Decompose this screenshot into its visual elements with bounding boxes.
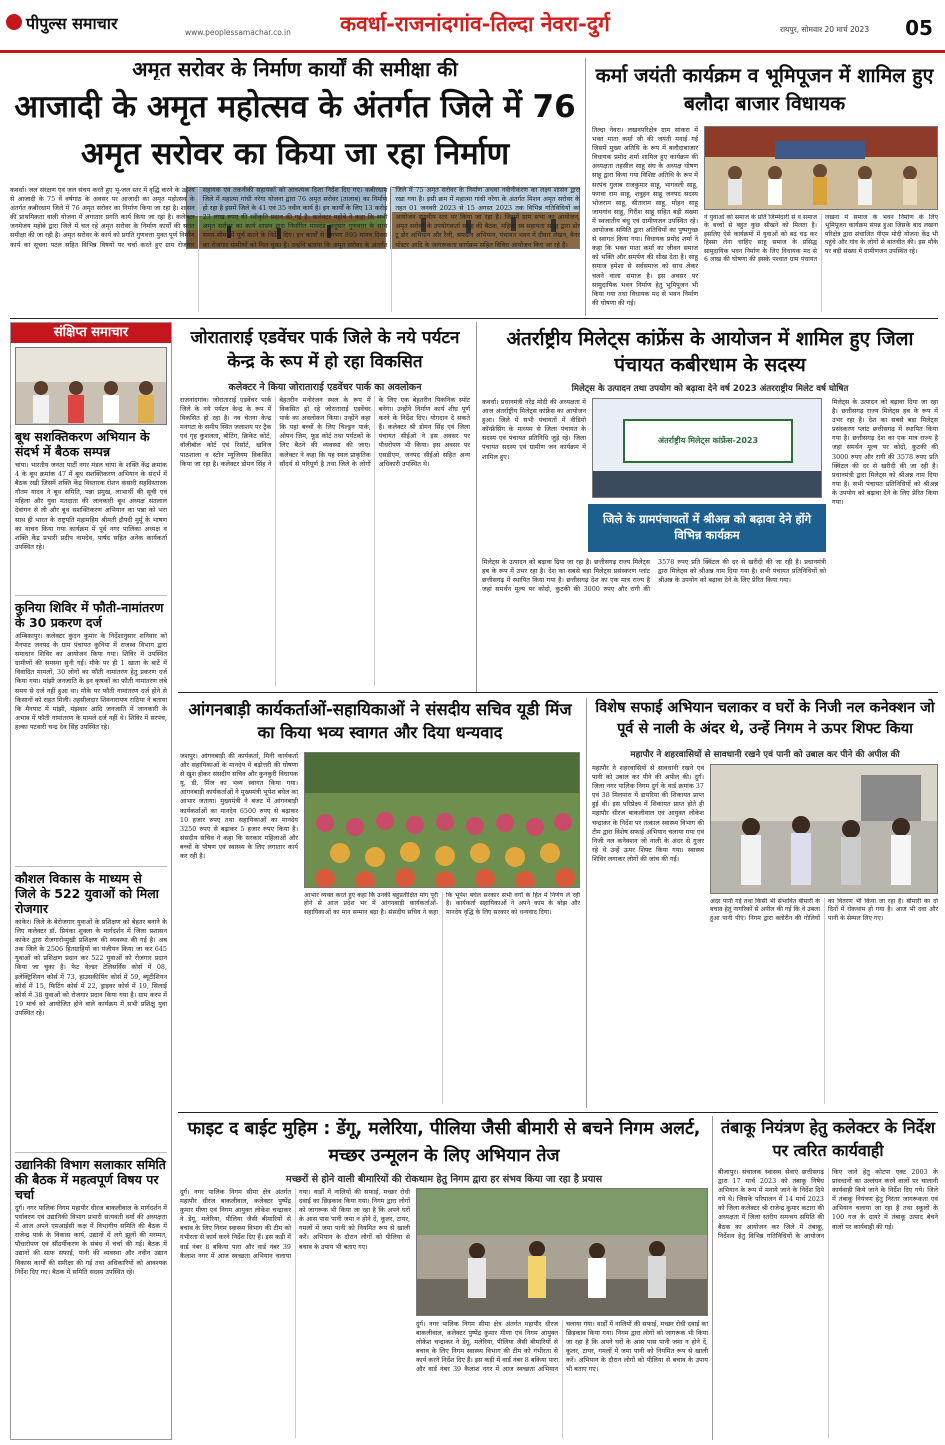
cleaning-photo-art [711, 765, 938, 894]
millets-body-left-bottom: मिलेट्स के उत्पादन को बढ़ावा दिया जा रहा है। छत्तीसगढ़ राज्य मिलेट्स हब के रूप में उभर रहा है। देश का सबसे बड़ा मिलेट्स प्रसंस्करण प्लांट छत्तीसगढ़ में स्थापित किया गया है। छत्तीसगढ़ देश का एक मात्र राज्य है जहां समर्थन मूल्य पर कोदो, कुटकी की 3000 रुपए और रागी की 3578 रुपए प्रति क्विंटल की दर से खरीदी की जा रही है। प्रधानमंत्री द्वारा मिलेट्स को श्रीअन्न नाम दिया गया है। सभी पंचायत प्रतिनिधियों को श्रीअन्न के उपयोग को बढ़ावा देने के लिए प्रेरित किया गया। [482, 558, 826, 594]
anganwadi-photo-art [305, 753, 580, 888]
millets-photo [592, 398, 822, 498]
tobacco-headline: तंबाकू नियंत्रण हेतु कलेक्टर के निर्देश पर त्वरित कार्यवाही [720, 1118, 935, 1160]
karma-body: तिल्दा नेवरा। लखनपरिक्षेत्र ग्राम सांकरा में भक्त माता कर्मा जी की जयंती मनाई गई जिसमें मुख्य अतिथि के रूप में बलौदाबाजार विधायक प्रमोद शर्मा शामिल हुए कार्यक्रम की अध्यक्षता तहसील साहू संघ के अध्यक्ष घोषण साहू द्वारा किया गया विशिष्ट अतिथि के रूप में सरपंच गुलाब राजकुमार साहू, भागवली साहू, फगवा राम साहू, शत्रुहन साहू जनपद सदस्य भोजराम साहू, सीताराम साहू, मोहन साहू जामगांव साहू, गिरीश साहू सहित बड़ी संख्या में स्वजातीय बंधु एवं ग्रामीणजन उपस्थित रहे। आयोजक समिति द्वारा अतिथियों का पुष्पगुच्छ से स्वागत किया गया। विधायक प्रमोद शर्मा ने कहा कि भक्त माता कर्मा का जीवन समाज को भक्ति और समर्पण की सीख देता है। साहू समाज हमेशा से सर्वसमाज को साथ लेकर चलने वाला समाज है। इस अवसर पर सामुदायिक भवन निर्माण हेतु भूमिपूजन भी किया गया तथा विधायक मद से भवन निर्माण की घोषणा की गई। [592, 126, 698, 307]
amrit-headline: आजादी के अमृत महोत्सव के अंतर्गत जिले में 76 अमृत सरोवर का किया जा रहा निर्माण [14, 89, 576, 172]
karma-photo [704, 126, 938, 210]
karma-headline: कर्मा जयंती कार्यक्रम व भूमिपूजन में शामिल हुए बलौदा बाजार विधायक [595, 64, 934, 115]
cleaning-photo [710, 764, 938, 894]
anganwadi-photo [304, 752, 580, 888]
col-divider-top [585, 58, 586, 316]
logo-text: पीपुल्स समाचार [26, 14, 118, 33]
brief-photo-art [16, 348, 167, 425]
brief-item3-body: कांकेर। जिले के बेरोजगार युवाओं के प्रशिक्षण को बेहतर बनाने के लिए कलेक्टर डॉ. प्रियंका शुक्ला के मार्गदर्शन में जिला प्रशासन कांकेर द्वारा रोजगारोन्मुखी प्रशिक्षण की व्यवस्था की गई है। अब तक जिले के 2506 हितग्राहियों का पंजीयन किया जा कर 645 युवाओं को प्रशिक्षण प्रदान कर 522 युवाओं को रोजगार प्रदान किया जा चुका है। फेट वेल्डर टेलिसर्विस कोर्स में 08, इलेक्ट्रिशियन कोर्स में 73, हाउसकीपिंग कोर्स में 59, ब्यूटीशियन कोर्स में 15, फिटिंग कोर्स में 22, ड्राइवर कोर्स में 19, सिलाई कोर्स में 38 युवाओं को रोजगार प्रदान किया गया है। ग्राम करप में 19 मार्च को आयोजित होने वाले कार्यक्रम में सभी प्रशिक्षु युवा उपस्थित रहे। [15, 918, 167, 1017]
col-divider-lower [586, 698, 587, 1108]
millets-headline: अंतर्राष्ट्रीय मिलेट्स कांफ्रेंस के आयोजन में शामिल हुए जिला पंचायत कबीरधाम के सदस्य [506, 328, 914, 376]
anganwadi-headline: आंगनबाड़ी कार्यकर्ताओं-सहायिकाओं ने संसदीय सचिव यूडी मिंज का किया भव्य स्वागत और दिया धन्यवाद [188, 700, 572, 742]
page-number: 05 [905, 16, 933, 40]
brief-photo [15, 347, 167, 425]
brief-item1-headline: बूथ सशक्तिकरण अभियान के संदर्भ में बैठक सम्पन्न [15, 429, 150, 459]
karma-photo-art [705, 127, 938, 210]
amrit-kicker: अमृत सरोवर के निर्माण कार्यों की समीक्षा की [132, 58, 458, 80]
dengue-subhead: मच्छरों से होने वाली बीमारियों की रोकथाम हेतु निगम द्वारा हर संभव किया जा रहा है प्रयास [285, 1174, 603, 1185]
brief-item4-body: दुर्ग। नगर पालिक निगम महापौर धीरज बाकलीवाल के मार्गदर्शन में पर्यावरण एवं उद्यानिकी विभाग प्रभारी सत्यवती वर्मा की अध्यक्षता में आज अपने एमआईसी कक्ष में विभागीय समिति की बैठक में राजेन्द्र पार्क के विकास कार्य, उद्यानों में लगे झूलों की मरम्मत, पौधारोपण एवं सौंदर्यीकरण के संबंध में चर्चा की गई। बैठक में उद्यानों की साफ सफाई, पानी की व्यवस्था और नवीन उद्यान विकास कार्यों की समीक्षा की गई तथा अधिकारियों को आवश्यक निर्देश दिए गए। बैठक में समिति सदस्य उपस्थित रहे। [15, 1204, 167, 1276]
brief-item1-body: चांपा। भारतीय जनता पार्टी नगर मंडल चांपा के शक्ति केंद्र क्रमांक 4 के बूथ क्रमांक 47 में बूथ सशक्तिकरण अभियान के संदर्भ में बैठक रखी जिसमें शक्ति केंद्र विस्तारक रोशन कंसारी सहविस्तारक गौतम यादव ने बूथ समिति, पन्ना प्रमुख, लाभार्थी की सूची एवं महिला और युवा मतदाता की जानकारी बूथ अध्यक्ष संतलाल देवांगन से ली और बूथ सशक्तिकरण अभियान का पन्ना को भरा साथ ही भारत के राष्ट्रपति महामहिम श्रीमती द्रौपदी मुर्मू के भाषण का वाचन किया गया कार्यक्रम में पूर्व नगर पालिका अध्यक्ष व शक्ति केंद्र प्रभारी प्रदीप नामदेव, पार्षद सहित अनेक कार्यकर्ता उपस्थित रहे। [15, 461, 167, 551]
cleaning-subhead: महापौर ने शहरवासियों से सावधानी रखने एवं पानी को उबाल कर पीने की अपील की [630, 750, 900, 760]
dengue-body: दुर्ग। नगर पालिक निगम सीमा क्षेत्र अंतर्गत महापौर धीरज बाकलीवाल, कलेक्टर पुष्पेंद्र कुमार मीणा एवं निगम आयुक्त लोकेश चन्द्राकर ने डेंगू, मलेरिया, पीलिया जैसी बीमारियों से बचाव के लिए निगम स्वास्थ्य विभाग की टीम को गंभीरता से कार्य करने निर्देश दिए हैं। इस कड़ी में वार्ड नंबर 8 बकिया पारा और वार्ड नंबर 39 कैलाश नगर में आज स्वच्छता अभियान चलाया गया। वार्डों में नालियों की सफाई, मच्छर रोधी दवाई का छिड़काव किया गया। निगम द्वारा लोगों को जागरूक भी किया जा रहा है कि अपने घरों के आस पास पानी जमा न होने दें, कूलर, टायर, गमलों में जमा पानी को नियमित रूप से खाली करें। अभियान के दौरान लोगों को पीलिया से बचाव के उपाय भी बताए गए। [180, 1188, 410, 1260]
dengue-headline: फाइट द बाईट मुहिम : डेंगू, मलेरिया, पीलिया जैसी बीमारी से बचने निगम अलर्ट, मच्छर उन्मूलन के लिए अभियान तेज [187, 1119, 701, 1166]
amrit-body: कवर्धा। जल संरक्षण एवं जल संचय करते हुए भू-जल स्तर में वृद्धि करने के उद्देश्य से आजादी के 75 वें वर्षगांठ के अवसर पर आजादी का अमृत महोत्सव के अंतर्गत कबीरधाम जिले में 76 अमृत सरोवर का निर्माण किया जा रहा है। शासन की प्राथमिकता वाली योजना में लगातार प्रगति कार्य किया जा रहा है। कलेक्टर जनमेजय महोबे द्वारा जिले में चल रहे अमृत सरोवर के निर्माण कार्यों की सतत समीक्षा की जा रही है। अमृत सरोवर के कार्य को प्रगति गुणवत्ता युक्त पूर्ण निर्माण कार्य का सूचना पटल सहित विभिन्न विषयों पर चर्चा करते हुए ग्राम रोजगार सहायक एवं तकनीकी सहायकों को आवश्यक दिशा निर्देश दिए गए। कबीरधाम जिले में महात्मा गांधी नरेगा योजना द्वारा 76 अमृत सरोवर (तालाब) का निर्माण हो रहा है इसमें जिले के 41 एवं 35 नवीन कार्य है। इन कार्यों के लिए 13 करोड़ 23 लाख रुपए की स्वीकृति प्रदान की गई है। कलेक्टर महोबे ने कहा कि सभी अमृत सरोवर का कार्य शासन द्वारा निर्धारित मापदंड अनुसार गुणवत्ता के साथ समय-सीमा में पूर्ण करने के निर्देश दिए। इन कार्यों से लगभग 895 मानव दिवस का रोजगार ग्रामीणों को मिल चुका है। उन्होंने बताया कि अमृत सरोवर के अंतर्गत जिले में 75 अमृत सरोवर के निर्माण अथवा नवीनीकरण का लक्ष्य शासन द्वारा रखा गया है। इसी क्रम में महात्मा गांधी नरेगा के अंतर्गत मिशन अमृत सरोवर के तहत 01 जनवरी 2023 से 15 अगस्त 2023 तक विभिन्न गतिविधियों का आयोजन स्थानीय स्तर पर किया जा रहा है। जिसमें ग्राम सभा का आयोजन, अमृत सरोवर के उपयोगकर्ता समूह की बैठक, महिला स्व सहायता समूह द्वारा डोर टू डोर अभियान और रैली, श्रमदान अभियान, पंचायत भवन में दीवार लेखन, बैनर पोस्टर आदि के जागरूकता कार्यक्रम सहित विविध आयोजन किए जा रहे हैं। [10, 186, 580, 249]
website: www.peoplessamachar.co.in [185, 28, 291, 37]
millets-pullquote: जिले के ग्रामपंचायतों में श्रीअन्न को बढ़ावा देने होंगे विभिन्न कार्यक्रम [588, 504, 826, 552]
cleaning-headline: विशेष सफाई अभियान चलाकर व घरों के निजी नल कनेक्शन जो पूर्व से नाली के अंदर थे, उन्हें निगम ने ऊपर शिफ्ट किया [595, 700, 935, 737]
karma-photo-caption: ने युवाओं को समाज के प्रति जिम्मेदारी से व समाज के बच्चों से बहुत कुछ सीखने को मिलता है। इसलिए ऐसे कार्यक्रमों में युवाओं को बढ़ चढ़ कर हिस्सा लेना चाहिए साहू समाज के प्रसिद्ध सामुदायिक भवन निर्माण के लिए विधायक मद से 6 लाख की घोषणा की इसके पश्चात ग्राम पंचायत लखना में समाज के भवन निर्माण के लिए भूमिपूजन कार्यक्रम संपन्न हुआ जिसके बाद लखना परिक्षेत्र द्वारा संचालित पीएम मोदी योजना केंद्र भी पहुंचे और गांव के लोगों से बातचीत की। इस मौके पर बड़ी संख्या में ग्रामीणजन उपस्थित रहे। [704, 214, 938, 264]
millets-photo-banner: अंतर्राष्ट्रीय मिलेट्स कांफ्रेंस-2023 [623, 419, 793, 463]
dengue-photo [416, 1188, 708, 1316]
rule-row-2 [178, 692, 938, 693]
cleaning-photo-caption: अंदर पानी गई तथा किसी भी संभावित बीमारी के बचाव हेतु नागरिकों से अपील की गई कि वे उबला हुआ पानी पीएं। निगम द्वारा क्लोरीन की गोलियों का वितरण भी किया जा रहा है। बीमारी का दो दिनों में रोकथाम हो गया है। आज भी दवा और पानी के सेम्पल लिए गए। [710, 898, 938, 922]
millets-subhead: मिलेट्स के उत्पादन तथा उपयोग को बढ़ावा देने वर्ष 2023 अंतरराष्ट्रीय मिलेट वर्ष घोषित [571, 384, 849, 394]
millets-photo-screen-glow [593, 471, 822, 498]
brief-box [10, 322, 172, 1440]
brief-item2-body: अम्बिकापुर। कलेक्टर कुंदन कुमार के निर्देशानुसार शनिवार को मैनपाट जनपद के ग्राम पंचायत कुनिया में राजस्व विभाग द्वारा समाधान शिविर का आयोजन किया गया। शिविर में उपस्थित ग्रामीणों की समस्या सुनी गई। मौके पर ही 1 खाता के बाटें में विवादित मामलों, 30 लोगों का फौती नामांतरण हेतु प्रकरण दर्ज किया गया। मांझी जनजाति के इन कृषकों का फौती नामांतरण लंबे समय से दर्ज नहीं हुआ था। मौके पर फौती नामांतरण दर्ज होने से किसानों को राहत मिली। तहसीलदार शिवनारायण राठिया ने बताया कि मैनपाट में मांझी, मंझवार आदि जनजाति में जानकारी के अभाव में फौती नामांतरण के मामले दर्ज नहीं थे। शिविर में सरपंच, हल्का पटवारी चन्द्र देव सिंह उपस्थित रहे। [15, 632, 167, 731]
masthead [0, 0, 945, 50]
adventure-subhead: कलेक्टर ने किया जोराताराई एडवेंचर पार्क का अवलोकन [228, 382, 422, 393]
dengue-photo-art [417, 1189, 708, 1316]
millets-body-right: मिलेट्स के उत्पादन को बढ़ावा दिया जा रहा है। छत्तीसगढ़ राज्य मिलेट्स हब के रूप में उभर रहा है। देश का सबसे बड़ा मिलेट्स प्रसंस्करण प्लांट छत्तीसगढ़ में स्थापित किया गया है। छत्तीसगढ़ देश का एक मात्र राज्य है जहां समर्थन मूल्य पर कोदो, कुटकी की 3000 रुपए और रागी की 3578 रुपए प्रति क्विंटल की दर से खरीदी की जा रही है। प्रधानमंत्री द्वारा मिलेट्स को श्रीअन्न नाम दिया गया है। सभी पंचायत प्रतिनिधियों को श्रीअन्न के उपयोग को बढ़ावा देने के लिए प्रेरित किया गया। [832, 398, 938, 507]
col-divider-bottom [712, 1116, 713, 1440]
masthead-rule [0, 50, 945, 53]
anganwadi-photo-caption: आभार व्यक्त करते हुए कहा कि उनकी बहुप्रतीक्षित मांग पूरी होने से आज प्रदेश भर में आंगनबाड़ी कार्यकर्ताओं-सहायिकाओं का मान सम्मान बढ़ा है। संसदीय सचिव ने कहा कि भूपेश बघेल सरकार सभी वर्गों के हित में निर्णय ले रही है। कार्यकर्ता सहायिकाओं ने अपने काम के बोझ और मानदेय वृद्धि के लिए सरकार को धन्यवाद दिया। [304, 892, 580, 916]
millets-body-left: कवर्धा। प्रधानमंत्री नरेंद्र मोदी की अध्यक्षता में आज अंतर्राष्ट्रीय मिलेट्स कांफ्रेंस का आयोजन हुआ। जिले में सभी पंचायतों में वीडियो कॉन्फ्रेंसिंग के माध्यम से जिला पंचायत के सदस्य एवं पंचायत प्रतिनिधि जुड़े रहे। जिला पंचायत सदस्य एवं ग्रामीण जन कार्यक्रम में शामिल हुए। [482, 398, 586, 461]
adventure-body: राजनांदगांव। जोराताराई एडवेंचर पार्क जिले के नये पर्यटन केन्द्र के रूप में विकसित हो रहा है। नव चेतना केन्द्र मनगटा के समीप स्थित जलाशय पर ट्रैक एवं गृह कुशलता, बोटिंग, क्रिकेट कोर्ट, वॉलीबॉल कोर्ट एवं रिसॉर्ट, खनिज पाठशाला व स्टोन म्यूजियम विकसित किया जा रहा है। कलेक्टर डोमन सिंह ने बेहतरीन मनोरंजन स्थल के रूप में विकसित हो रहे जोराताराई एडवेंचर पार्क का अवलोकन किया। उन्होंने कहा कि यहां बच्चों के लिए चिल्ड्रन पार्क, ओपन जिम, फूड कोर्ट तथा पर्यटकों के लिए बैठने की व्यवस्था की जाए। कलेक्टर ने कहा कि यह स्थल प्राकृतिक सौंदर्य से परिपूर्ण है तथा जिले के लोगों के लिए एक बेहतरीन पिकनिक स्पॉट बनेगा। उन्होंने निर्माण कार्य शीघ्र पूर्ण करने के निर्देश दिए। योगदान दे सकते हैं। कलेक्टर श्री डोमन सिंह एवं जिला पंचायत सीईओ ने इस अवसर पर पौधरोपण भी किया। इस अवसर पर एसडीएम, जनपद सीईओ सहित अन्य अधिकारी उपस्थित थे। [180, 396, 470, 468]
col-divider-mid [476, 322, 477, 692]
logo-icon [6, 14, 22, 30]
logo [6, 10, 156, 42]
anganwadi-body: जशपुर। आंगनबाड़ी की कार्यकर्ता, मिनी कार्यकर्ता और सहायिकाओं के मानदेय में बढ़ोत्तरी की घोषणा से खुश होकर संसदीय सचिव और कुनकुरी विधायक यू. डी. मिंज का भव्य स्वागत किया गया। आंगनबाड़ी कार्यकर्ताओं ने मुख्यमंत्री भूपेश बघेल का आभार जताया। मुख्यमंत्री ने बजट में आंगनबाड़ी कार्यकर्ताओं का मानदेय 6500 रुपए से बढ़ाकर 10 हजार रुपए तथा सहायिकाओं का मानदेय 3250 रुपए से बढ़ाकर 5 हजार रुपए किया है। संसदीय सचिव ने कहा कि सरकार महिलाओं और बच्चों के पोषण एवं स्वास्थ्य के लिए लगातार कार्य कर रही है। [180, 752, 298, 861]
cleaning-body: महापौर ने शहरवासियों से सावधानी रखने एवं पानी को उबाल कर पीने की अपील की। दुर्ग। जिला नगर पालिक निगम दुर्ग के वार्ड क्रमांक 37 एवं 38 मिलपारा में डायरिया की शिकायत प्राप्त हुई थी। इस परिप्रेक्ष्य में शिकायत प्राप्त होते ही महापौर धीरज बाकलीवाल एवं आयुक्त लोकेश चन्द्राकर के निर्देश पर तत्काल स्वास्थ्य विभाग की टीम द्वारा विशेष सफाई अभियान चलाया गया एवं निजी नल कनेक्शन जो नाली के अंदर से गुजर रहे थे उन्हें ऊपर शिफ्ट किया गया। स्वास्थ्य शिविर लगाकर लोगों की जांच की गई। [592, 764, 704, 863]
dateline: रायपुर, सोमवार 20 मार्च 2023 [780, 25, 870, 34]
tobacco-body: बीजापुर। संचालक स्वास्थ्य सेवाएं छत्तीसगढ़ द्वारा 17 मार्च 2023 को तंबाकू निषेध अभियान के रूप में मनाये जाने के निर्देश दिये गये थे। जिसके परिपालन में 14 मार्च 2023 को जिला कलेक्टर श्री राजेन्द्र कुमार कटारा की अध्यक्षता में जिला स्तरीय समन्वय समिति की बैठक का आयोजन कर जिले में तंबाकू, निर्देशन हेतु विभिन्न गतिविधियों के आयोजन किए जाने हेतु कोटपा एक्ट 2003 के प्रावधानों का उल्लंघन करने वालों पर चालानी कार्यवाही किये जाने के निर्देश दिए गये। जिले में तंबाकू नियंत्रण हेतु निरंतर जागरूकता एवं अभियान चलाया जा रहा है तथा स्कूलों के 100 गज के दायरे में तंबाकू उत्पाद बेचने वालों पर कार्यवाही की गई। [718, 1168, 938, 1240]
brief-banner: संक्षिप्त समाचार [11, 323, 171, 343]
brief-item2-headline: कुनिया शिविर में फौती-नामांतरण के 30 प्रकरण दर्ज [15, 595, 167, 630]
adventure-headline: जोराताराई एडवेंचर पार्क जिले के नये पर्यटन केन्द्र के रूप में हो रहा विकसित [190, 328, 460, 372]
brief-item3-headline: कौशल विकास के माध्यम से जिले के 522 युवाओं को मिला रोजगार [15, 866, 167, 916]
rule-row-1 [10, 318, 938, 319]
edition-cities: कवर्धा-राजनांदगांव-तिल्दा नेवरा-दुर्ग [340, 12, 610, 36]
brief-item4-headline: उद्यानिकी विभाग सलाकार समिति की बैठक में महत्वपूर्ण विषय पर चर्चा [15, 1152, 167, 1202]
rule-row-3 [178, 1112, 938, 1113]
dengue-body-continued: दुर्ग। नगर पालिक निगम सीमा क्षेत्र अंतर्गत महापौर धीरज बाकलीवाल, कलेक्टर पुष्पेंद्र कुमार मीणा एवं निगम आयुक्त लोकेश चन्द्राकर ने डेंगू, मलेरिया, पीलिया जैसी बीमारियों से बचाव के लिए निगम स्वास्थ्य विभाग की टीम को गंभीरता से कार्य करने निर्देश दिए हैं। इस कड़ी में वार्ड नंबर 8 बकिया पारा और वार्ड नंबर 39 कैलाश नगर में आज स्वच्छता अभियान चलाया गया। वार्डों में नालियों की सफाई, मच्छर रोधी दवाई का छिड़काव किया गया। निगम द्वारा लोगों को जागरूक भी किया जा रहा है कि अपने घरों के आस पास पानी जमा न होने दें, कूलर, टायर, गमलों में जमा पानी को नियमित रूप से खाली करें। अभियान के दौरान लोगों को पीलिया से बचाव के उपाय भी बताए गए। [416, 1320, 708, 1374]
